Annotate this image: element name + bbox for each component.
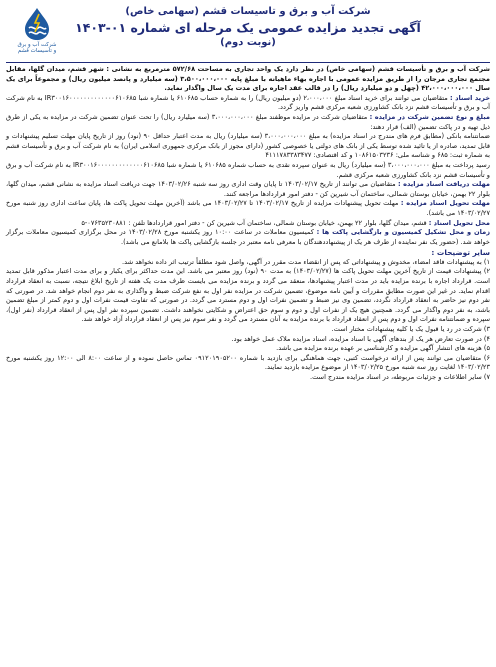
logo-text-2: و تاسیسات قشم (17, 48, 57, 54)
docs-receive-label: مهلت دریافت اسناد مزایده : (397, 180, 490, 189)
notice-header (6, 6, 490, 62)
list-item: ۶) متقاضیان می توانند پس از ارائه درخواست کتبی، جهت هماهنگی برای بازدید با شماره ۰۹۱۲۰۱۹۰۵۲۰۰ تماس حاصل نموده و از ساعت ۸:۰۰ الی ۱۲:۰۰ روز یکشنبه مورخ ۱۴۰۳/۰۲/۲۳ لغایت روز سه شنبه مورخ ۱۴۰۳/۰۲/۲۵ از موضوع مزایده بازدید نمایند. (6, 353, 490, 372)
intro-paragraph: شرکت آب و برق و تأسیسات قشم (سهامی خاص) در نظر دارد یک واحد تجاری به مساحت ۵۷۲/۶۸ مترمربع به نشانی : شهر قشم، میدان گلها، مقابل مجتمع تجاری مرجان را از طریق مزایده عمومی با اجاره بهاء ماهیانه با مبلغ پایه ۳،۵۰۰،۰۰۰،۰۰۰ (سه میلیارد و پانصد میلیون ریال) و مجموعاً برای یک سال ۴۲،۰۰۰،۰۰۰،۰۰۰ (چهل و دو میلیارد ریال) را در قالب عقد اجاره برای مدت یک سال واگذار نماید. (6, 65, 491, 93)
purchase-label: خرید اسناد : (450, 93, 490, 102)
list-item: ۷) سایر اطلاعات و جزئیات مربوطه، در اسناد مزایده مندرج است. (309, 373, 490, 381)
guarantee-section (6, 113, 490, 132)
list-item: ۴) در صورت تعارض هر یک از بندهای آگهی با اسناد مزایده، اسناد مزایده ملاک عمل خواهد بود. (231, 334, 490, 343)
docs-receive-text: متقاضیان می توانند از تاریخ ۱۴۰۳/۰۲/۱۷ تا پایان وقت اداری روز سه شنبه ۱۴۰۳/۰۲/۲۶ جهت دریافت اسناد مزایده به نشانی قشم، میدان گلها، بلوار ۲۲ بهمن، خیابان بوستان شمالی، ساختمان آب شیرین کن - دفتر امور قراردادها مراجعه کنند. (6, 180, 490, 198)
notes-list (6, 258, 490, 383)
list-item: ۱) به پیشنهادات فاقد امضاء، مخدوش و پیشنهاداتی که پس از انقضاء مدت مقرر در آگهی، واصل شود مطلقاً ترتیب اثر داده نخواهد شد. (122, 257, 490, 266)
docs-submit-text: مهلت تحویل پیشنهادات مزایده از تاریخ ۱۴۰۳/۰۲/۱۷ تا ۱۴۰۳/۰۲/۲۷ می باشد (آخرین مهلت تحویل پاکت ها، پایان ساعت اداری روز شنبه مورخ ۱۴۰۳/۰۲/۲۷ می باشد). (6, 199, 490, 217)
docs-submit-label: مهلت تحویل اسناد مزایده : (400, 199, 490, 208)
guarantee-item-1: ضمانتنامه بانکی (مطابق فرم های مندرج در اسناد مزایده) به مبلغ ۳،۰۰۰،۰۰۰،۰۰۰ (سه میلیارد) ریال به مدت اعتبار حداقل ۹۰ (نود) روز از تاریخ پایان مهلت تسلیم پیشنهادات و قابل تمدید، صادره از یا تائید شده توسط یکی از بانک های دولتی یا خصوصی کشور (دارای مجوز از بانک مرکزی جمهوری اسلامی ایران) به نام شرکت آب و برق و تأسیسات قشم به شماره ثبت: ۶۸۵ و شناسه ملی: ۱۰۸۶۱۵۰۳۲۳۶ و کد اقتصادی: ۴۱۱۱۷۸۳۳۸۳۴۷۷ (6, 132, 490, 160)
water-drop-logo-icon (20, 6, 54, 42)
list-item: ۲) پیشنهادات قیمت از تاریخ آخرین مهلت تحویل پاکت ها (۱۴۰۳/۰۲/۲۷) به مدت ۹۰ (نود) روز معتبر می باشد. این مدت حداکثر برای یکبار و برای مدت اعتبار مذکور قابل تمدید است. قرارداد اجاره با برنده مزایده باید در مدت اعتبار پیشنهادها، منعقد می گردد و برنده مزایده می بایست ظرف مدت یک هفته از تاریخ ابلاغ نتیجه، نسبت به انعقاد قرارداد اقدام نماید. در غیر این صورت مطابق مقررات و آیین نامه موضوع، تضمین شرکت در مزایده نفر اول به نفع شرکت ضبط و واگذاری به نفر دوم انجام خواهد شد. در صورتی که نفر دوم نیز حاضر به انعقاد قرارداد نگردد، تضمین وی نیز ضبط و تضمین نفرات اول و دوم مسترد می گردد. در صورتی که تفاوت قیمت نفرات اول و دوم کمتر از مبلغ تضمین باشد، به نفر دوم واگذار می گردد. همچنین هیچ یک از نفرات اول و دوم و سوم حق اعتراض و شکایتی نخواهند داشت. تضمین سپرده نفر اول پس از انعقاد قرارداد (نفر اول)، سپرده و ضمانتنامه نفرات اول و دوم پس از انعقاد قرارداد با برنده مزایده به آنان مسترد می گردد و نفر سوم نیز پس از انعقاد قرارداد آزاد خواهد شد. (6, 267, 490, 324)
guarantee-text: متقاضیان شرکت در مزایده موظفند مبلغ ۳،۰۰۰،۰۰۰،۰۰۰ (سه میلیارد ریال) را تحت عنوان تضمین شرکت در مزایده به یکی از طرق ذیل تهیه و در پاکت تضمین (الف) قرار دهند: (6, 112, 490, 131)
delivery-place-section (6, 219, 490, 229)
logo-text-1: شرکت آب و برق (17, 42, 57, 48)
opening-label: زمان و محل تشکیل کمیسیون و بازگشایی پاکت ها : (316, 228, 490, 237)
docs-submit-section (6, 199, 490, 218)
delivery-place-label: محل تحویل اسناد : (428, 218, 490, 227)
guarantee-item-2: رسید پرداخت به مبلغ ۳،۰۰۰،۰۰۰،۰۰۰ (سه میلیارد) ریال به عنوان سپرده نقدی به حساب شماره ۶۱۰۶۸۵ یا شماره شبا IR۳۰۰۱۶۰۰۰۰۰۰۰۰۰۰۰۰۰۶۱۰۶۸۵ به نام شرکت آب و برق و تأسیسات قشم نزد بانک کشاورزی شعبه مرکزی قشم. (6, 160, 490, 179)
notice-round: (نوبت دوم) (220, 37, 276, 48)
docs-receive-section (6, 180, 490, 199)
notice-body (6, 62, 490, 383)
list-item: ۳) شرکت در رد یا قبول یک یا کلیه پیشنهادات مختار است. (331, 325, 490, 334)
company-logo (8, 6, 66, 60)
purchase-section (6, 94, 490, 113)
notes-title: سایر توضیحات : (431, 248, 490, 258)
opening-text: کمیسیون معاملات در ساعت ۱۰:۰۰ روز یکشنبه مورخ ۱۴۰۳/۰۲/۲۸ در محل برگزاری کمیسیون معاملات برگزار خواهد شد. (حضور یک نفر نماینده از طرف هر یک از پیشنهاددهندگان با معرفی نامه معتبر در جلسه بازگشایی پاکت ها بلامانع می باشد). (6, 228, 490, 246)
opening-section (6, 228, 490, 247)
purchase-text: متقاضیان می توانند برای خرید اسناد مبلغ ۲،۰۰۰،۰۰۰ (دو میلیون ریال) را به شماره حساب ۶۱۰۶۸۵ یا شماره شبا IR۳۰۰۱۶۰۰۰۰۰۰۰۰۰۰۰۰۰۶۱۰۶۸۵ به نام شرکت آب و برق و تأسیسات قشم نزد بانک کشاورزی شعبه مرکزی قشم واریز گردد. (6, 93, 490, 112)
company-name: شرکت آب و برق و تاسیسات قشم (سهامی خاص) (125, 6, 371, 17)
guarantee-label: مبلغ و نوع تضمین شرکت در مزایده : (369, 112, 490, 121)
notice-title: آگهی تجدید مزایده عمومی یک مرحله ای شماره ۰۱-۱۴۰۳ (75, 20, 421, 35)
delivery-place-text: قشم، میدان گلها، بلوار ۲۲ بهمن، خیابان بوستان شمالی، ساختمان آب شیرین کن - دفتر امور قراردادها تلفن : ۰۷۶۳۵۲۳۰۸۸۱-۵ (81, 218, 427, 227)
list-item: ۵) هزینه های انتشار آگهی مزایده و کارشناسی بر عهده برنده مزایده می باشد. (276, 344, 490, 353)
